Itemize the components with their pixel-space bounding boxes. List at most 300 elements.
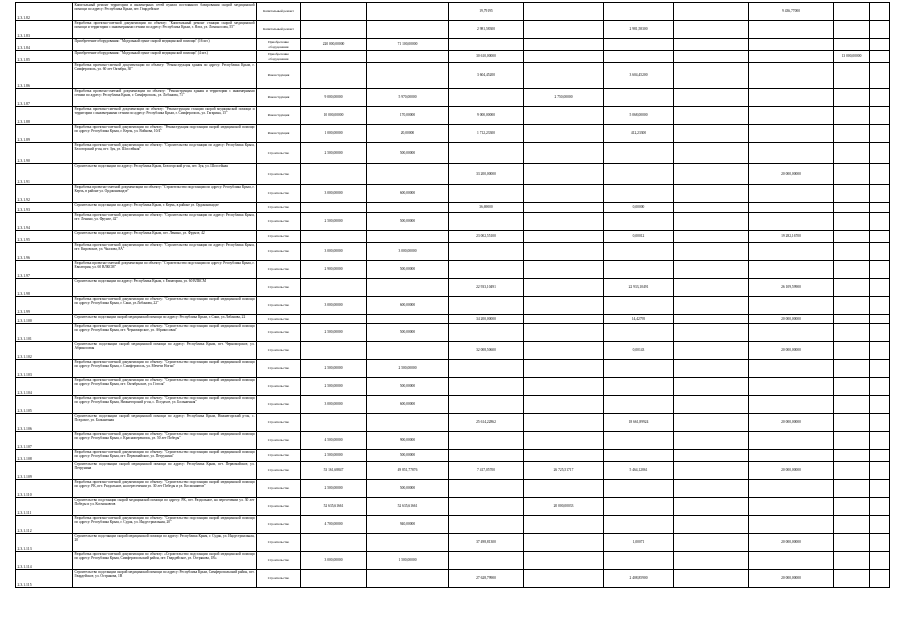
row-amount: 600,00000 [367, 396, 449, 414]
row-amount [604, 480, 674, 498]
row-amount [524, 125, 604, 143]
row-amount [870, 125, 890, 143]
row-code: 2.3.1.90 [16, 143, 73, 164]
row-description: Разработка проектно-сметной документации по объекту: «Строительство подстанции скорой медицинской помощи по адресу: Республика Крым, Симферопольский район, пгт. Гвардейское, ул. Острякова, 1В» [73, 552, 257, 570]
row-amount [870, 243, 890, 261]
document-page [15, 2, 890, 588]
row-amount [449, 324, 524, 342]
row-description: Разработка проектно-сметной документации по объекту: "Строительство подстанции по адресу: Республика Крым, Белогорский р-он, пгт. Зуя, ул. Шоссейная" [73, 143, 257, 164]
row-amount: 2 500,00000 [301, 450, 367, 462]
row-amount: 3 604,45200 [604, 63, 674, 89]
row-amount [524, 21, 604, 39]
row-amount [749, 107, 834, 125]
row-amount: 9 000,00000 [449, 107, 524, 125]
row-amount [449, 297, 524, 315]
row-amount [674, 203, 749, 213]
row-work-type: Строительство [257, 164, 301, 185]
row-description: Разработка проектно-сметной документации по объекту: "Реконструкция подстанции скорой медицинской помощи по адресу: Республика Крым, г. Керчь, ул. Войкова, 10/4" [73, 125, 257, 143]
row-amount [604, 324, 674, 342]
row-work-type: Строительство [257, 297, 301, 315]
row-work-type: Реконструкция [257, 107, 301, 125]
row-amount [870, 164, 890, 185]
row-code: 2.3.1.102 [16, 342, 73, 360]
table-row [16, 516, 890, 534]
row-code: 2.3.1.106 [16, 414, 73, 432]
row-amount [870, 570, 890, 588]
row-amount [367, 315, 449, 324]
row-work-type: Строительство [257, 315, 301, 324]
row-amount [674, 261, 749, 279]
row-code: 2.3.1.113 [16, 534, 73, 552]
row-amount [367, 51, 449, 63]
row-amount [870, 396, 890, 414]
row-amount [674, 516, 749, 534]
table-row [16, 51, 890, 63]
row-amount [674, 279, 749, 297]
row-amount: 27 628,79900 [449, 570, 524, 588]
row-code: 2.3.1.112 [16, 516, 73, 534]
row-amount: 9 000,00000 [301, 89, 367, 107]
row-amount [674, 570, 749, 588]
row-amount [674, 360, 749, 378]
row-amount [749, 185, 834, 203]
row-code: 2.3.1.101 [16, 324, 73, 342]
row-amount [870, 39, 890, 51]
row-amount: 20 000,00000 [749, 164, 834, 185]
table-row [16, 243, 890, 261]
row-amount [834, 107, 870, 125]
row-description: Строительство подстанции скорой медицинской помощи по адресу: Республика Крым, пгт. Первомайское, ул. Петрунина [73, 462, 257, 480]
row-amount: 2 500,00000 [301, 480, 367, 498]
row-amount [604, 213, 674, 231]
row-amount [834, 462, 870, 480]
row-amount [367, 63, 449, 89]
row-amount [674, 39, 749, 51]
row-amount [834, 125, 870, 143]
row-amount [524, 143, 604, 164]
table-row [16, 570, 890, 588]
row-amount: 2 981,58300 [604, 21, 674, 39]
row-amount [834, 552, 870, 570]
row-amount [367, 3, 449, 21]
row-amount: 9 436,77000 [749, 3, 834, 21]
row-amount [604, 185, 674, 203]
row-amount [367, 231, 449, 243]
row-description: Разработка проектно-сметной документации по объекту: "Реконструкция здания и территории с инженерными сетями по адресу: Республика Крым, г. Симферополь, ул. Лобанова, 71" [73, 89, 257, 107]
row-amount [749, 450, 834, 462]
row-code: 2.3.1.83 [16, 21, 73, 39]
row-work-type: Строительство [257, 203, 301, 213]
row-code: 2.3.1.94 [16, 213, 73, 231]
row-work-type: Строительство [257, 552, 301, 570]
row-amount: 71 100,00000 [367, 39, 449, 51]
table-row [16, 63, 890, 89]
row-amount: 2 408,85900 [604, 570, 674, 588]
row-amount [749, 324, 834, 342]
row-amount [301, 63, 367, 89]
row-amount [367, 164, 449, 185]
row-amount: 52 635,61661 [367, 498, 449, 516]
row-amount: 3 000,00000 [301, 297, 367, 315]
row-work-type: Строительство [257, 480, 301, 498]
row-amount: 13 000,00000 [834, 51, 870, 63]
row-amount [367, 203, 449, 213]
row-amount [674, 63, 749, 89]
row-amount [674, 378, 749, 396]
row-amount: 2 900,00000 [301, 261, 367, 279]
row-amount: 30 610,00000 [449, 51, 524, 63]
row-amount [834, 63, 870, 89]
row-amount [604, 89, 674, 107]
row-amount: 2 500,00000 [301, 324, 367, 342]
row-code: 2.3.1.98 [16, 279, 73, 297]
row-amount [524, 63, 604, 89]
row-code: 2.3.1.107 [16, 432, 73, 450]
row-amount: 53 161,68847 [301, 462, 367, 480]
row-amount [674, 297, 749, 315]
row-amount [749, 498, 834, 516]
row-amount [749, 261, 834, 279]
row-amount [604, 396, 674, 414]
row-amount [870, 297, 890, 315]
row-amount [834, 143, 870, 164]
row-amount [301, 315, 367, 324]
table-row [16, 498, 890, 516]
row-amount [834, 21, 870, 39]
row-description: Приобретение оборудования: "Модульный пункт скорой медицинской помощи" (16 шт.) [73, 39, 257, 51]
row-amount [301, 51, 367, 63]
row-amount: 20 000,00000 [749, 414, 834, 432]
row-amount: 26 725,51717 [524, 462, 604, 480]
row-code: 2.3.1.104 [16, 378, 73, 396]
row-amount [834, 164, 870, 185]
row-amount: 5 464,12861 [604, 462, 674, 480]
row-amount [301, 3, 367, 21]
row-amount [301, 414, 367, 432]
row-amount [604, 261, 674, 279]
row-amount [301, 203, 367, 213]
row-amount [674, 107, 749, 125]
table-row [16, 414, 890, 432]
row-amount: 34 200,00000 [449, 315, 524, 324]
row-amount [749, 378, 834, 396]
row-work-type: Строительство [257, 213, 301, 231]
table-row [16, 39, 890, 51]
row-work-type: Строительство [257, 516, 301, 534]
row-amount [524, 164, 604, 185]
row-amount [674, 534, 749, 552]
row-amount: 500,00000 [367, 143, 449, 164]
row-amount [449, 432, 524, 450]
row-amount [674, 432, 749, 450]
row-amount [834, 432, 870, 450]
row-amount: 4 500,00000 [301, 432, 367, 450]
row-amount [749, 552, 834, 570]
row-amount [604, 39, 674, 51]
table-row [16, 164, 890, 185]
row-amount [301, 164, 367, 185]
row-amount: 500,00000 [367, 450, 449, 462]
row-amount [870, 360, 890, 378]
row-amount [524, 552, 604, 570]
table-row [16, 297, 890, 315]
row-amount [834, 3, 870, 21]
row-amount: 19,79195 [449, 3, 524, 21]
row-amount: 23 002,55100 [449, 231, 524, 243]
row-amount [524, 203, 604, 213]
row-amount: 10 000,00000 [301, 107, 367, 125]
row-amount [870, 143, 890, 164]
row-amount [604, 432, 674, 450]
row-amount: 500,00000 [367, 261, 449, 279]
row-amount: 500,00000 [367, 480, 449, 498]
row-description: Разработка проектно-сметной документации по объекту: "Строительство подстанции по адресу: Республика Крым, г. Евпатория, ул. 60 ВЛКСМ" [73, 261, 257, 279]
row-amount [749, 143, 834, 164]
row-code: 2.3.1.86 [16, 63, 73, 89]
row-code: 2.3.1.105 [16, 396, 73, 414]
row-description: Строительство подстанции скорой медицинской помощи по адресу: Республика Крым, Нижнегорский р-он, с. Пседахое, ул. Больничная [73, 414, 257, 432]
row-amount [449, 552, 524, 570]
row-amount: 900,00000 [367, 432, 449, 450]
row-description: Разработка проектно-сметной документации по объекту: "Строительство подстанции скорой медицинской помощи по адресу: Республика Крым, пгт. Первомайское, ул. Петрунина" [73, 450, 257, 462]
row-amount [604, 164, 674, 185]
row-amount [834, 261, 870, 279]
row-amount [524, 185, 604, 203]
row-description: Разработка проектно-сметной документации по объекту: "Строительство подстанции скорой медицинской помощи по адресу: Республика Крым, г. Саки, ул.Лобанова, 22" [73, 297, 257, 315]
row-amount: 49 851,77876 [367, 462, 449, 480]
row-amount [449, 480, 524, 498]
row-amount [524, 378, 604, 396]
row-code: 2.3.1.84 [16, 39, 73, 51]
row-amount [604, 243, 674, 261]
row-amount [449, 450, 524, 462]
row-amount [749, 63, 834, 89]
row-code: 2.3.1.91 [16, 164, 73, 185]
row-description: Разработка проектно-сметной документации по объекту: "Строительство подстанции скорой медицинской помощи по адресу: Республика Крым, г. Судак, ул. Индустриальная, 20" [73, 516, 257, 534]
row-amount [449, 378, 524, 396]
row-amount [674, 51, 749, 63]
row-amount [870, 552, 890, 570]
row-code: 2.3.1.97 [16, 261, 73, 279]
row-amount [749, 297, 834, 315]
row-amount [524, 432, 604, 450]
row-amount [524, 450, 604, 462]
row-amount [604, 143, 674, 164]
row-amount [749, 396, 834, 414]
row-amount [870, 261, 890, 279]
table-row [16, 143, 890, 164]
row-description: Приобретение оборудования: "Модульный пункт скорой медицинской помощи" (4 шт.) [73, 51, 257, 63]
row-work-type: Строительство [257, 534, 301, 552]
row-amount [524, 315, 604, 324]
row-amount [524, 279, 604, 297]
row-amount [604, 297, 674, 315]
row-amount [749, 39, 834, 51]
row-amount [870, 185, 890, 203]
row-amount: 26 109,59900 [749, 279, 834, 297]
row-amount [674, 143, 749, 164]
row-work-type: Строительство [257, 450, 301, 462]
row-description: Разработка проектно-сметной документации по объекту: "Строительство подстанции скорой медицинской помощи по адресу: Республика Крым, г. Красноперекопск, ул. 50 лет Победы" [73, 432, 257, 450]
row-code: 2.3.1.88 [16, 107, 73, 125]
budget-table [15, 2, 890, 588]
row-work-type: Строительство [257, 414, 301, 432]
row-amount: 2 500,00000 [301, 360, 367, 378]
row-amount [749, 21, 834, 39]
row-amount [870, 498, 890, 516]
row-amount: 2 500,00000 [301, 213, 367, 231]
row-amount [870, 432, 890, 450]
row-amount: 52 635,61661 [301, 498, 367, 516]
row-amount: 2 500,00000 [367, 360, 449, 378]
row-work-type: Строительство [257, 498, 301, 516]
row-amount [674, 498, 749, 516]
row-amount [449, 243, 524, 261]
row-amount [674, 462, 749, 480]
table-row [16, 21, 890, 39]
table-body [16, 3, 890, 588]
row-amount [604, 516, 674, 534]
row-work-type: Строительство [257, 396, 301, 414]
row-amount [749, 51, 834, 63]
row-amount [367, 414, 449, 432]
row-amount: 500,00000 [367, 324, 449, 342]
row-amount [367, 570, 449, 588]
row-code: 2.3.1.115 [16, 570, 73, 588]
row-code: 2.3.1.95 [16, 231, 73, 243]
row-work-type: Строительство [257, 279, 301, 297]
row-amount [749, 516, 834, 534]
row-amount: 3 000,00000 [301, 185, 367, 203]
row-amount [870, 480, 890, 498]
row-description: Строительство подстанции скорой медицинской помощи по адресу: Республика Крым, Симферопольский район, пгт. Гвардейское, ул. Острякова, 1В [73, 570, 257, 588]
row-amount [870, 213, 890, 231]
row-amount: 20 000,00000 [749, 315, 834, 324]
table-row [16, 378, 890, 396]
row-amount: 2 981,58300 [449, 21, 524, 39]
table-row [16, 432, 890, 450]
row-amount [674, 414, 749, 432]
row-amount: 7 417,05700 [449, 462, 524, 480]
row-amount [367, 534, 449, 552]
row-amount [834, 450, 870, 462]
row-amount [834, 185, 870, 203]
row-description: Строительство подстанции скорой медицинской помощи по адресу: Республика Крым, г. Саки, ул.Лобанова, 22 [73, 315, 257, 324]
row-work-type: Приобретение оборудования [257, 51, 301, 63]
row-amount [834, 213, 870, 231]
row-description: Строительство подстанции по адресу: Республика Крым, г. Керчь, в районе ул. Орджоникидзе [73, 203, 257, 213]
row-amount [674, 213, 749, 231]
row-amount [604, 450, 674, 462]
row-amount: 3 000,00000 [367, 243, 449, 261]
row-amount [674, 89, 749, 107]
row-description: Строительство подстанции скорой медицинской помощи по адресу: Республика Крым, г. Судак, ул. Индустриальная, 20 [73, 534, 257, 552]
row-amount [524, 231, 604, 243]
table-row [16, 315, 890, 324]
row-code: 2.3.1.92 [16, 185, 73, 203]
row-amount [449, 396, 524, 414]
row-amount: 20 000,00000 [749, 342, 834, 360]
row-amount [367, 279, 449, 297]
table-row [16, 3, 890, 21]
row-amount [870, 342, 890, 360]
row-amount [834, 243, 870, 261]
row-amount: 600,00000 [367, 297, 449, 315]
row-amount [301, 534, 367, 552]
row-amount: 220 000,00000 [301, 39, 367, 51]
row-amount: 20,00000 [367, 125, 449, 143]
row-amount [524, 534, 604, 552]
table-row [16, 89, 890, 107]
row-amount [870, 315, 890, 324]
row-work-type: Строительство [257, 261, 301, 279]
row-amount: 14,42795 [604, 315, 674, 324]
row-amount: 20 000,00000 [749, 534, 834, 552]
row-amount [604, 498, 674, 516]
row-amount [834, 324, 870, 342]
row-amount [674, 21, 749, 39]
row-amount: 3 000,00000 [301, 396, 367, 414]
row-amount [870, 516, 890, 534]
row-amount: 36,69000 [449, 203, 524, 213]
row-amount: 37 498,81300 [449, 534, 524, 552]
row-code: 2.3.1.111 [16, 498, 73, 516]
table-row [16, 534, 890, 552]
row-amount [367, 342, 449, 360]
row-amount [749, 125, 834, 143]
row-amount [834, 570, 870, 588]
row-amount [524, 516, 604, 534]
row-code: 2.3.1.103 [16, 360, 73, 378]
row-amount [870, 534, 890, 552]
row-amount [449, 498, 524, 516]
row-work-type: Строительство [257, 462, 301, 480]
row-description: Разработка проектно-сметной документации по объекту: "Реконструкция станции скорой медицинской помощи и территории с инженерными сетями по адресу: Республика Крым, г. Симферополь, ул. Гагарина, 15" [73, 107, 257, 125]
row-amount [524, 342, 604, 360]
row-amount [524, 480, 604, 498]
row-amount: 20 000,00033 [524, 498, 604, 516]
row-amount: 22 933,10491 [449, 279, 524, 297]
row-amount [524, 261, 604, 279]
row-amount [524, 3, 604, 21]
row-amount: 4 700,00000 [301, 516, 367, 534]
row-amount: 22 933,10491 [604, 279, 674, 297]
row-amount [604, 378, 674, 396]
row-amount: 500,00000 [367, 213, 449, 231]
row-work-type: Капитальный ремонт [257, 3, 301, 21]
row-work-type: Строительство [257, 360, 301, 378]
row-amount: 2 750,00000 [524, 89, 604, 107]
row-amount [301, 342, 367, 360]
row-amount [449, 360, 524, 378]
row-amount [524, 243, 604, 261]
row-amount [870, 324, 890, 342]
row-amount [674, 243, 749, 261]
row-work-type: Реконструкция [257, 125, 301, 143]
row-amount [301, 21, 367, 39]
row-code: 2.3.1.99 [16, 297, 73, 315]
row-code: 2.3.1.85 [16, 51, 73, 63]
row-amount [870, 203, 890, 213]
table-row [16, 396, 890, 414]
row-description: Строительство подстанции по адресу: Республика Крым, пгт. Ленино, ул. Фрунзе, 42 [73, 231, 257, 243]
table-row [16, 462, 890, 480]
row-amount [834, 203, 870, 213]
row-amount [870, 450, 890, 462]
table-row [16, 261, 890, 279]
row-amount [834, 342, 870, 360]
row-amount [524, 51, 604, 63]
